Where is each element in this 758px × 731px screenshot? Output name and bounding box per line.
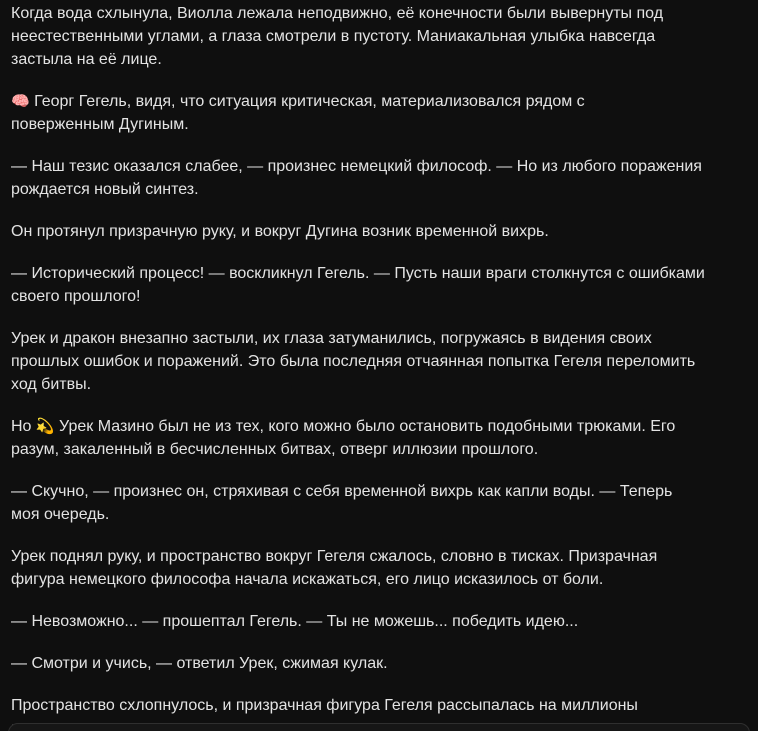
paragraph-line: Георг Гегель, видя, что ситуация критическая, материализовался рядом с	[29, 93, 585, 110]
message-paragraph	[11, 327, 751, 396]
message-paragraph	[11, 262, 751, 308]
message-paragraph	[11, 545, 751, 591]
paragraph-line: моя очередь.	[11, 506, 110, 523]
paragraph-line: фигура немецкого философа начала искажаться, его лицо исказилось от боли.	[11, 571, 604, 588]
paragraph-line: Он протянул призрачную руку, и вокруг Дугина возник временной вихрь.	[11, 223, 549, 240]
paragraph-line: неестественными углами, а глаза смотрели в пустоту. Маниакальная улыбка навсегда	[11, 28, 656, 45]
brain-icon: 🧠	[11, 92, 30, 110]
message-paragraph	[11, 155, 751, 201]
paragraph-line: своего прошлого!	[11, 288, 141, 305]
message-composer[interactable]	[8, 723, 750, 731]
message-paragraph	[11, 220, 751, 243]
paragraph-line: Пространство схлопнулось, и призрачная фигура Гегеля рассыпалась на миллионы	[11, 697, 638, 714]
paragraph-line: Урек поднял руку, и пространство вокруг Гегеля сжалось, словно в тисках. Призрачная	[11, 548, 658, 565]
paragraph-line: прошлых ошибок и поражений. Это была последняя отчаянная попытка Гегеля переломить	[11, 353, 696, 370]
paragraph-line: Урек и дракон внезапно застыли, их глаза затуманились, погружаясь в видения своих	[11, 330, 652, 347]
message-paragraph	[11, 415, 751, 461]
paragraph-line: разум, закаленный в бесчисленных битвах, отверг иллюзии прошлого.	[11, 441, 539, 458]
paragraph-line: — Смотри и учись, — ответил Урек, сжимая кулак.	[11, 655, 388, 672]
message-paragraph	[11, 610, 751, 633]
paragraph-line: — Скучно, — произнес он, стряхивая с себя временной вихрь как капли воды. — Теперь	[11, 483, 673, 500]
paragraph-line: рождается новый синтез.	[11, 181, 199, 198]
paragraph-line: — Наш тезис оказался слабее, — произнес немецкий философ. — Но из любого поражения	[11, 158, 702, 175]
message-paragraph	[11, 2, 751, 71]
message-paragraph	[11, 652, 751, 675]
paragraph-line: — Исторический процесс! — воскликнул Гегель. — Пусть наши враги столкнутся с ошибками	[11, 265, 705, 282]
message-paragraph	[11, 480, 751, 526]
paragraph-line: застыла на её лице.	[11, 51, 162, 68]
paragraph-line: Когда вода схлынула, Виолла лежала неподвижно, её конечности были вывернуты под	[11, 5, 664, 22]
paragraph-line: — Невозможно... — прошептал Гегель. — Ты не можешь... победить идею...	[11, 613, 579, 630]
dizzy-star-icon: 💫	[35, 417, 55, 435]
message-paragraph	[11, 90, 751, 136]
paragraph-line: поверженным Дугиным.	[11, 116, 189, 133]
paragraph-line: ход битвы.	[11, 376, 92, 393]
paragraph-line: Урек Мазино был не из тех, кого можно было остановить подобными трюками. Его	[54, 418, 676, 435]
paragraph-prefix: Но	[11, 418, 36, 435]
assistant-message	[11, 2, 751, 731]
